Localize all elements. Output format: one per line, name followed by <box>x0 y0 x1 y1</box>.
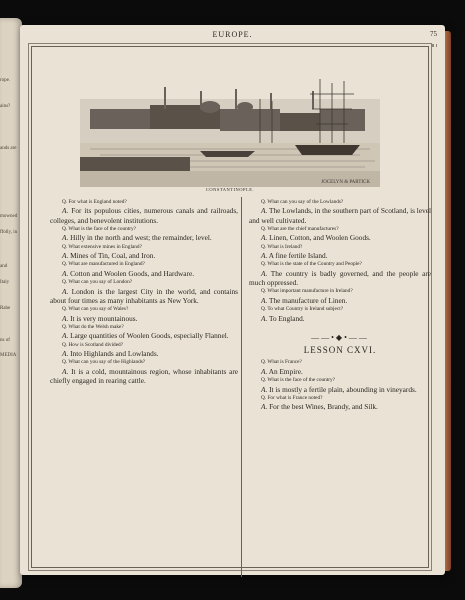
question: Q. How is Scotland divided? <box>62 341 124 348</box>
left-page-fragment: Italy <box>0 280 10 285</box>
answer: A. The country is badly governed, and the people are much oppressed. <box>249 268 431 288</box>
section-ornament: ——•◆•—— <box>311 332 369 342</box>
answer: A. Into Highlands and Lowlands. <box>62 348 159 358</box>
page-number: 75 <box>430 30 437 38</box>
question: Q. What can you say of London? <box>62 279 133 286</box>
question: Q. What can you say of the Highlands? <box>62 359 146 366</box>
answer: A. To England. <box>261 313 305 323</box>
page-edge <box>445 31 451 571</box>
question: Q. What do the Welsh make? <box>62 323 124 330</box>
question: Q. What extensive mines in England? <box>62 243 142 250</box>
question: Q. What is the state of the Country and People? <box>261 261 362 268</box>
left-page-fragment: rope. <box>0 78 11 83</box>
answer: A. For the best Wines, Brandy, and Silk. <box>261 402 378 412</box>
question: Q. For what is England noted? <box>62 199 127 205</box>
left-page-fragment: and <box>0 264 8 269</box>
text-frame <box>31 46 429 568</box>
question: Q. What important manufacture in Ireland? <box>261 288 353 295</box>
left-page-fragment: ains? <box>0 104 11 109</box>
illustration-caption: CONSTANTINOPLE. <box>205 187 255 192</box>
column-divider <box>241 197 242 577</box>
page-title: EUROPE. <box>212 30 253 39</box>
question: Q. What can you say of the Lowlands? <box>261 199 344 205</box>
lesson-heading: LESSON CXVI. <box>303 345 377 356</box>
question: Q. What are manufactured in England? <box>62 261 145 268</box>
answer: A. For its populous cities, numerous canals and railroads, colleges, and benevolent institutions. <box>50 206 238 225</box>
left-column <box>50 199 238 386</box>
page-header <box>20 30 445 42</box>
answer: A. Cotton and Woolen Goods, and Hardware. <box>62 268 195 278</box>
left-page-fragment: MEDIA <box>0 353 17 358</box>
answer: A. It is mostly a fertile plain, abounding in vineyards. <box>261 384 417 394</box>
question: Q. What can you say of Wales? <box>62 306 129 313</box>
answer: A. Hilly in the north and west; the remainder, level. <box>62 233 212 243</box>
facing-page <box>0 18 22 588</box>
question: Q. What is the face of the country? <box>261 377 336 384</box>
answer: A. Large quantities of Woolen Goods, especially Flannel. <box>62 331 229 341</box>
left-page-fragment: ns of <box>0 338 10 343</box>
question: Q. What are the chief manufactures? <box>261 226 339 232</box>
left-page-fragment: Rahe <box>0 306 11 311</box>
book-page <box>20 25 445 575</box>
answer: A. It is a cold, mountainous region, whose inhabitants are chiefly engaged in rearing cattle. <box>50 366 238 385</box>
engraver-signature: JOCELYN & PARTICK <box>321 180 370 185</box>
question: Q. To what Country is Ireland subject? <box>261 306 344 313</box>
left-page-fragment: ffolly, in <box>0 230 18 235</box>
answer: A. The manufacture of Linen. <box>261 295 348 305</box>
answer: A. A fine fertile Island. <box>261 251 328 261</box>
left-page-fragment: mowned <box>0 214 18 219</box>
question: Q. What is France? <box>261 359 302 366</box>
answer: A. An Empire. <box>261 366 303 376</box>
answer: A. Linen, Cotton, and Woolen Goods. <box>261 233 371 243</box>
answer: A. The Lowlands, in the southern part of Scotland, is level and well cultivated. <box>249 206 431 225</box>
answer: A. It is very mountainous. <box>62 313 138 323</box>
answer: A. Mines of Tin, Coal, and Iron. <box>62 251 156 261</box>
left-page-fragment: ands are <box>0 146 17 151</box>
question: Q. For what is France noted? <box>261 394 323 401</box>
answer: A. London is the largest City in the world, and contains about four times as many inhabitants as New York. <box>50 286 239 305</box>
question: Q. What is the face of the country? <box>62 226 137 232</box>
constantinople-engraving <box>80 79 380 187</box>
question: Q. What is Ireland? <box>261 243 303 250</box>
right-column <box>249 199 431 413</box>
